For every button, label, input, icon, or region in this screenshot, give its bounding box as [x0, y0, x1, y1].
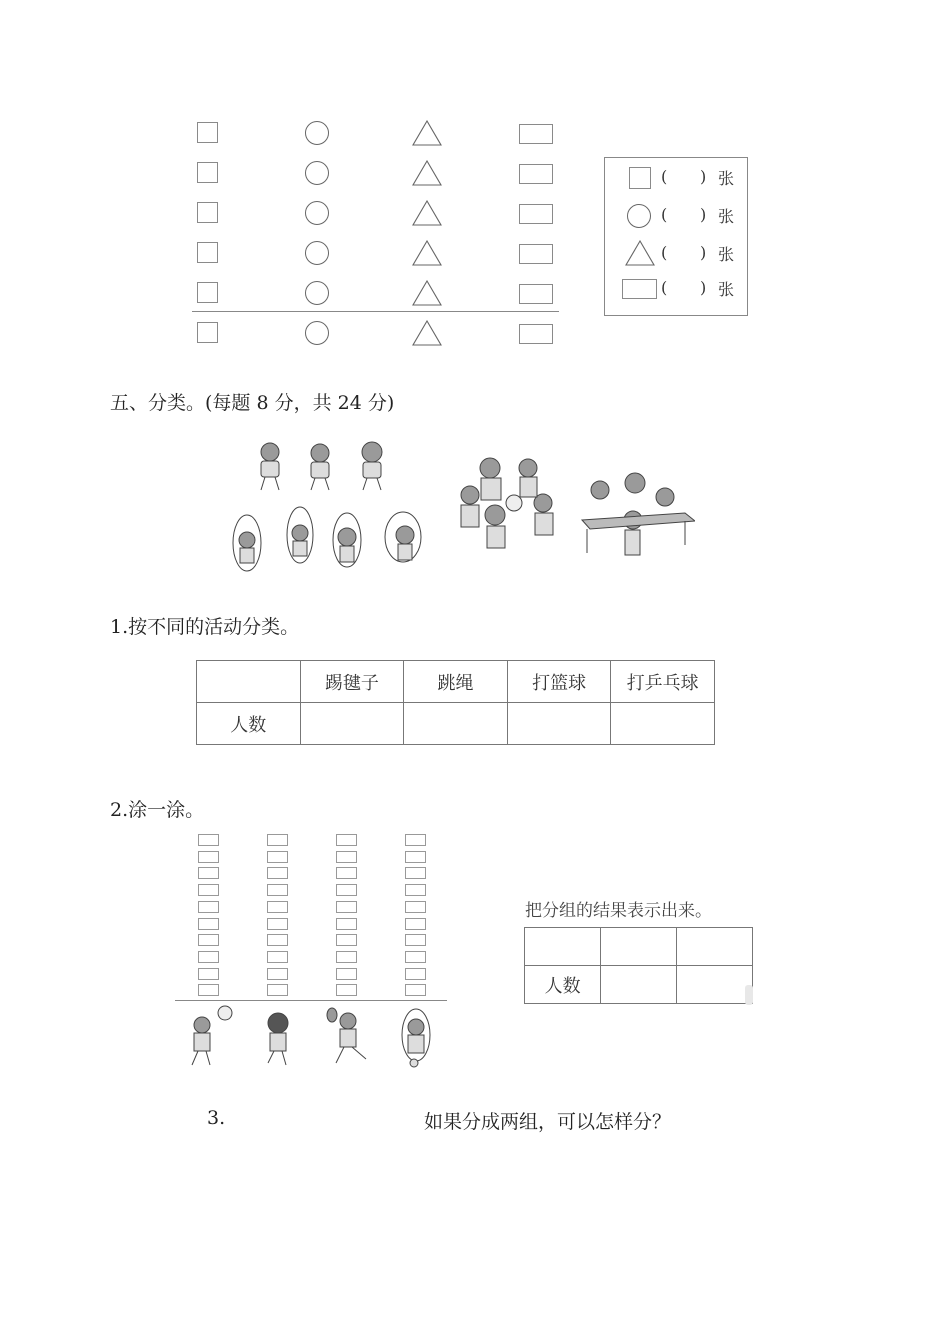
unit-label: 张 [718, 207, 735, 226]
group-result-table [524, 927, 753, 1004]
rectangle-shape-icon [519, 324, 553, 344]
color-box[interactable] [267, 968, 288, 980]
triangle-icon [625, 240, 655, 266]
color-box[interactable] [267, 951, 288, 963]
question-3-number: 3. [207, 1107, 226, 1129]
color-box[interactable] [405, 851, 426, 863]
shuttlecock-kid-icon [268, 1013, 288, 1065]
color-box[interactable] [198, 834, 219, 846]
rectangle-shape-icon [519, 204, 553, 224]
shape-legend [604, 157, 748, 316]
paren-close: ) [700, 278, 707, 297]
question-3-text: 如果分成两组，可以怎样分？ [424, 1111, 672, 1133]
color-box[interactable] [336, 918, 357, 930]
section-heading: 五、分类。(每题 8 分，共 24 分) [110, 392, 395, 414]
header-cell-rope-skipping: 跳绳 [404, 661, 508, 703]
question-1-label: 1.按不同的活动分类。 [110, 616, 300, 638]
rectangle-shape-icon [519, 284, 553, 304]
question-2-label: 2.涂一涂。 [110, 799, 205, 821]
basketball-kids-icon [461, 458, 553, 548]
coloring-bar-chart [0, 0, 470, 1080]
color-box[interactable] [267, 884, 288, 896]
color-box[interactable] [198, 968, 219, 980]
answer-cell[interactable] [611, 703, 715, 745]
paren-close: ) [700, 167, 707, 186]
paren-open: ( [661, 205, 668, 224]
rectangle-icon [622, 279, 657, 299]
color-box[interactable] [405, 984, 426, 996]
header-cell-basketball: 打篮球 [507, 661, 611, 703]
header-cell-table-tennis: 打乒乓球 [611, 661, 715, 703]
paren-open: ( [661, 243, 668, 262]
answer-cell[interactable] [677, 966, 753, 1004]
paren-close: ) [700, 205, 707, 224]
color-box[interactable] [405, 834, 426, 846]
answer-cell[interactable] [507, 703, 611, 745]
rectangle-shape-icon [519, 164, 553, 184]
color-box[interactable] [336, 867, 357, 879]
group-header-cell[interactable] [601, 928, 677, 966]
color-box[interactable] [405, 918, 426, 930]
rectangle-shape-icon [519, 244, 553, 264]
color-box[interactable] [267, 934, 288, 946]
table-tennis-kids-icon [582, 473, 695, 555]
circle-icon [627, 204, 651, 228]
legend-row-circle [605, 204, 749, 228]
color-box[interactable] [336, 901, 357, 913]
color-box[interactable] [267, 867, 288, 879]
row-label-count: 人数 [197, 703, 301, 745]
color-box[interactable] [267, 984, 288, 996]
color-box[interactable] [267, 834, 288, 846]
rope-skipping-kid-icon [402, 1009, 430, 1067]
paren-open: ( [661, 167, 668, 186]
group-header-cell[interactable] [677, 928, 753, 966]
color-box[interactable] [405, 867, 426, 879]
color-box[interactable] [198, 984, 219, 996]
legend-row-square [605, 166, 749, 190]
paren-close: ) [700, 243, 707, 262]
unit-label: 张 [718, 280, 735, 299]
color-box[interactable] [198, 951, 219, 963]
color-box[interactable] [336, 951, 357, 963]
color-box[interactable] [336, 884, 357, 896]
color-box[interactable] [198, 934, 219, 946]
paren-open: ( [661, 278, 668, 297]
color-box[interactable] [198, 884, 219, 896]
bar-chart-icons [180, 1005, 450, 1071]
table-tennis-kid-icon [327, 1008, 366, 1063]
bar-chart-baseline [175, 1000, 447, 1001]
color-box[interactable] [336, 968, 357, 980]
basketball-kid-icon [192, 1006, 232, 1065]
color-box[interactable] [336, 834, 357, 846]
header-cell-shuttlecock: 踢毽子 [300, 661, 404, 703]
group-header-cell[interactable] [525, 928, 601, 966]
rectangle-shape-icon [519, 124, 553, 144]
row-label-count: 人数 [525, 966, 601, 1004]
unit-label: 张 [718, 169, 735, 188]
legend-row-rectangle [605, 277, 749, 301]
color-box[interactable] [267, 901, 288, 913]
color-box[interactable] [405, 901, 426, 913]
color-box[interactable] [267, 851, 288, 863]
color-box[interactable] [198, 851, 219, 863]
color-box[interactable] [405, 884, 426, 896]
scan-artifact [745, 985, 753, 1005]
color-box[interactable] [198, 867, 219, 879]
legend-row-triangle [605, 242, 749, 266]
color-box[interactable] [405, 934, 426, 946]
answer-cell[interactable] [601, 966, 677, 1004]
color-box[interactable] [198, 918, 219, 930]
unit-label: 张 [718, 245, 735, 264]
color-box[interactable] [336, 851, 357, 863]
color-box[interactable] [267, 918, 288, 930]
square-icon [629, 167, 651, 189]
color-box[interactable] [336, 984, 357, 996]
color-box[interactable] [336, 934, 357, 946]
color-box[interactable] [405, 951, 426, 963]
color-box[interactable] [405, 968, 426, 980]
side-table-caption: 把分组的结果表示出来。 [525, 901, 712, 921]
color-box[interactable] [198, 901, 219, 913]
